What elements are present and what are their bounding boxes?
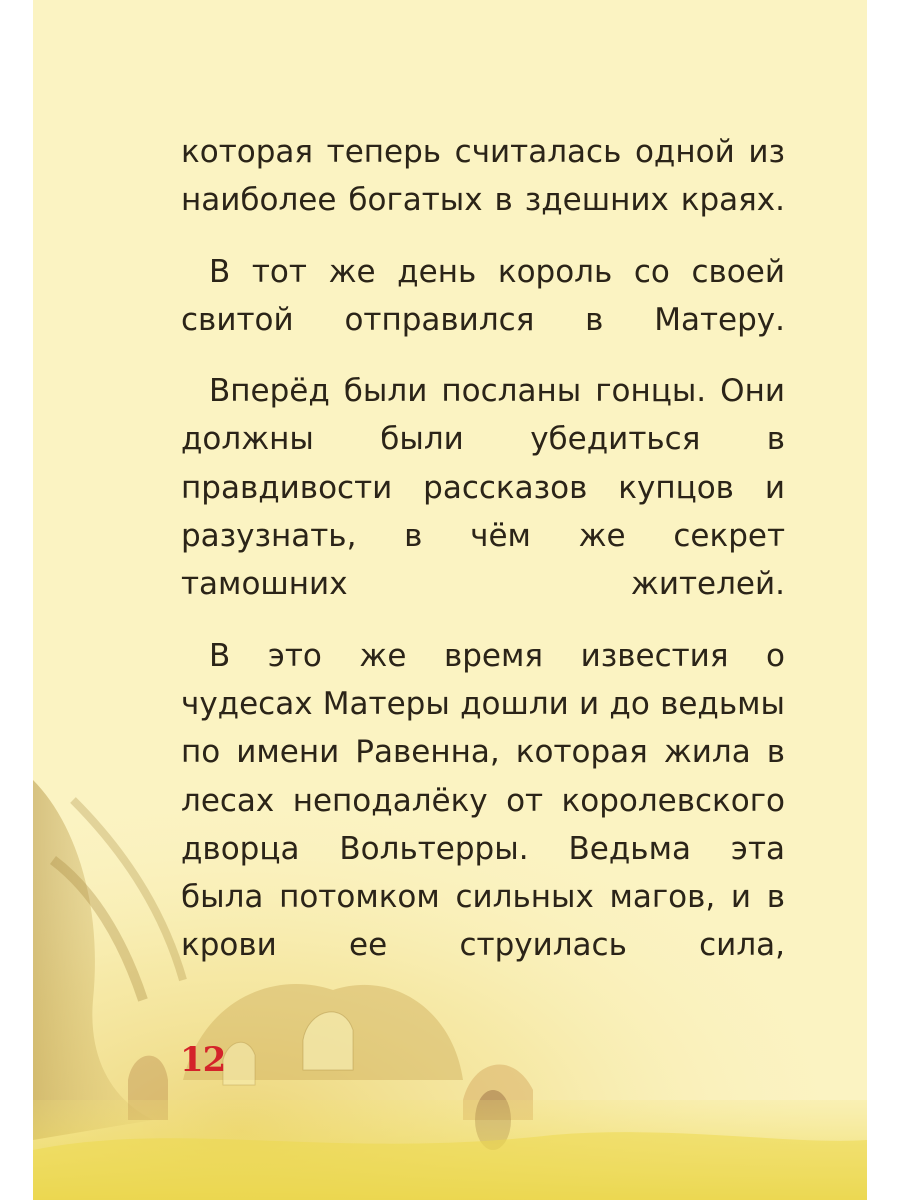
- paragraph: В тот же день король со своей свитой отправился в Матеру.: [181, 253, 785, 338]
- paragraph: В это же время известия о чудесах Матеры дошли и до ведьмы по имени Равенна, которая жила в лесах неподалёку от королевского дворца Вольтерры. Ведьма эта была потомком сильных магов, и в крови ее струилась сила,: [181, 637, 785, 964]
- book-page: [33, 0, 867, 1200]
- paragraph: Вперёд были посланы гонцы. Они должны были убедиться в правдивости рассказов купцов и разузнать, в чём же секрет тамошних жителей.: [181, 373, 785, 603]
- page-number: 12: [180, 1040, 226, 1080]
- paragraph: которая теперь считалась одной из наиболее богатых в здешних краях.: [181, 134, 785, 219]
- body-text: [181, 128, 785, 993]
